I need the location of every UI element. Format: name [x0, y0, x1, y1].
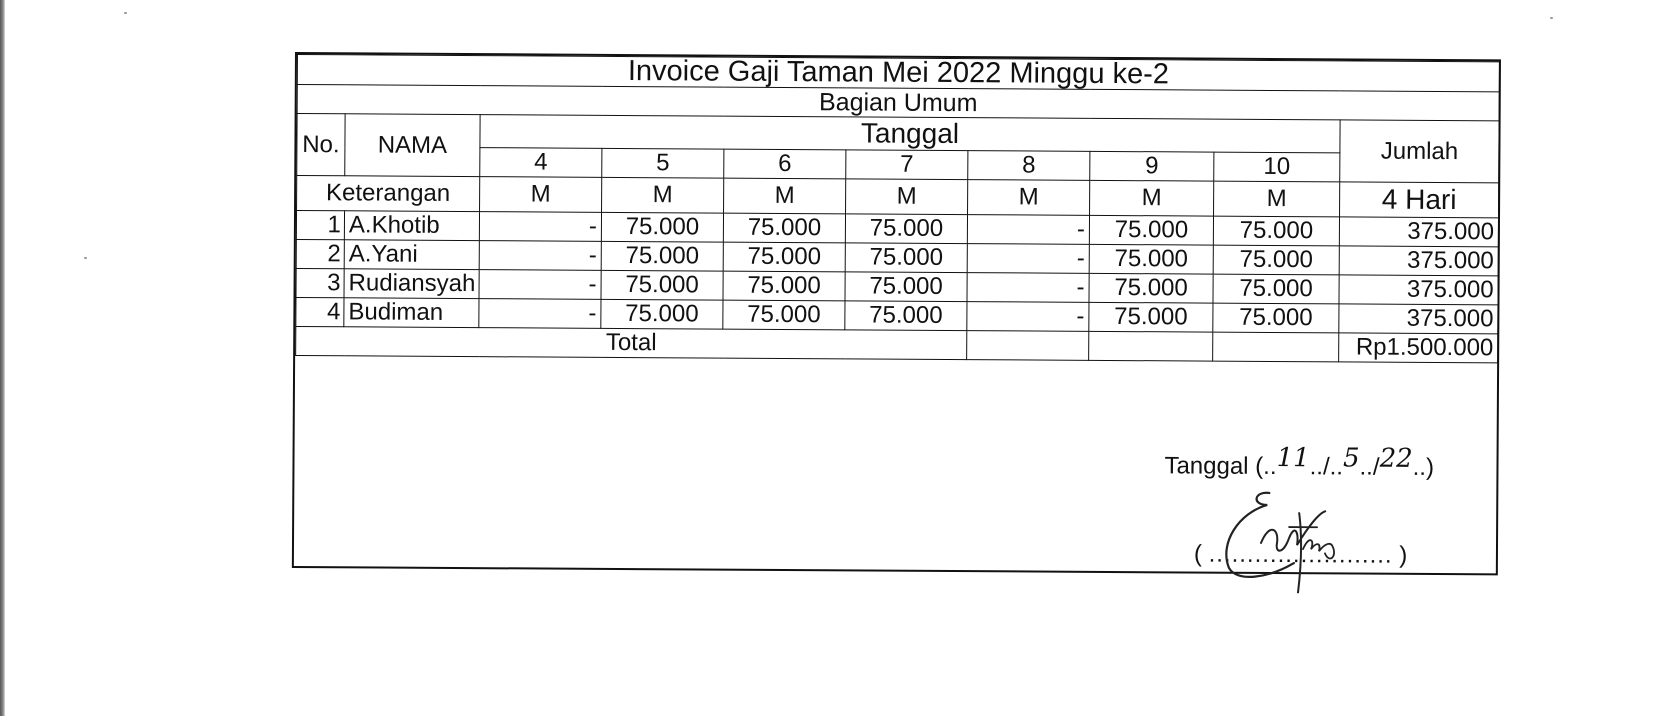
header-row: [297, 114, 1499, 154]
grand-total: Rp1.500.000: [1339, 333, 1498, 363]
date-cell: 10: [1214, 152, 1340, 182]
total-row: [296, 327, 1498, 363]
invoice-title: Invoice Gaji Taman Mei 2022 Minggu ke-2: [297, 55, 1499, 92]
date-year: 22: [1379, 443, 1413, 474]
keterangan-label: Keterangan: [297, 176, 480, 212]
keterangan-code: M: [846, 179, 968, 215]
daily-wage: 75.000: [601, 270, 723, 300]
date-month: 5: [1342, 443, 1360, 474]
daily-wage: -: [967, 302, 1089, 332]
empty-cell: [1213, 332, 1339, 362]
col-header-no: No.: [297, 114, 345, 176]
keterangan-code: M: [968, 180, 1090, 216]
employee-name: Rudiansyah: [344, 269, 479, 299]
name-close: ): [1399, 541, 1408, 569]
keterangan-code: M: [480, 177, 602, 213]
date-label: Tanggal (: [1164, 452, 1264, 480]
daily-wage: 75.000: [723, 300, 845, 330]
empty-cell: [967, 331, 1089, 361]
jumlah-days: 4 Hari: [1340, 182, 1499, 218]
employee-name: Budiman: [344, 298, 479, 328]
col-header-tanggal: Tanggal: [480, 115, 1340, 153]
signature-date: Tanggal (..11../..5../22..): [1164, 443, 1435, 481]
daily-wage: 75.000: [1213, 303, 1339, 333]
date-separator: /: [1372, 453, 1380, 481]
date-cell: 4: [480, 148, 602, 178]
keterangan-code: M: [1214, 181, 1340, 217]
row-number: 3: [296, 269, 344, 298]
keterangan-code: M: [1090, 180, 1214, 216]
daily-wage: 75.000: [1213, 216, 1339, 246]
row-total: 375.000: [1339, 217, 1498, 247]
date-day: 11: [1276, 443, 1310, 474]
keterangan-code: M: [602, 177, 724, 213]
daily-wage: -: [967, 273, 1089, 303]
daily-wage: -: [479, 270, 601, 300]
invoice-table: [295, 54, 1500, 363]
daily-wage: 75.000: [845, 243, 967, 273]
daily-wage: 75.000: [723, 242, 845, 272]
daily-wage: -: [479, 241, 601, 271]
daily-wage: 75.000: [845, 214, 967, 244]
daily-wage: 75.000: [1213, 245, 1339, 275]
date-separator: /: [1322, 453, 1330, 481]
date-cell: 8: [968, 151, 1090, 181]
row-number: 1: [296, 211, 344, 240]
daily-wage: 75.000: [845, 301, 967, 331]
row-total: 375.000: [1339, 246, 1498, 276]
daily-wage: 75.000: [723, 213, 845, 243]
daily-wage: 75.000: [601, 241, 723, 271]
daily-wage: 75.000: [1089, 215, 1213, 245]
date-cell: 5: [602, 148, 724, 178]
daily-wage: 75.000: [723, 271, 845, 301]
keterangan-code: M: [724, 178, 846, 214]
scan-speck: [1550, 17, 1553, 19]
daily-wage: 75.000: [1089, 244, 1213, 274]
daily-wage: 75.000: [601, 212, 723, 242]
row-number: 2: [296, 240, 344, 269]
total-label: Total: [296, 327, 967, 360]
col-header-jumlah: Jumlah: [1340, 120, 1499, 183]
handwritten-signature: [1199, 483, 1370, 594]
daily-wage: -: [967, 215, 1089, 245]
employee-name: A.Yani: [344, 240, 479, 270]
date-close: ): [1425, 453, 1435, 481]
department-subtitle: Bagian Umum: [297, 85, 1499, 121]
daily-wage: 75.000: [845, 272, 967, 302]
name-open: (: [1193, 540, 1203, 568]
row-total: 375.000: [1339, 275, 1498, 305]
employee-name: A.Khotib: [344, 211, 479, 241]
invoice-sheet: [292, 52, 1501, 575]
daily-wage: -: [479, 299, 601, 329]
date-cell: 6: [724, 149, 846, 179]
empty-cell: [1089, 331, 1213, 361]
name-dots: ........................: [1208, 540, 1393, 569]
scan-speck: [84, 257, 87, 259]
daily-wage: 75.000: [601, 299, 723, 329]
date-cell: 7: [846, 150, 968, 180]
scan-edge: [0, 0, 5, 716]
row-total: 375.000: [1339, 304, 1498, 334]
daily-wage: 75.000: [1213, 274, 1339, 304]
row-number: 4: [296, 298, 344, 327]
col-header-nama: NAMA: [345, 114, 480, 177]
signature-area: [294, 407, 1497, 575]
scan-speck: [124, 12, 127, 14]
daily-wage: 75.000: [1089, 302, 1213, 332]
daily-wage: 75.000: [1089, 273, 1213, 303]
date-cell: 9: [1090, 151, 1214, 181]
daily-wage: -: [479, 212, 601, 242]
daily-wage: -: [967, 244, 1089, 274]
